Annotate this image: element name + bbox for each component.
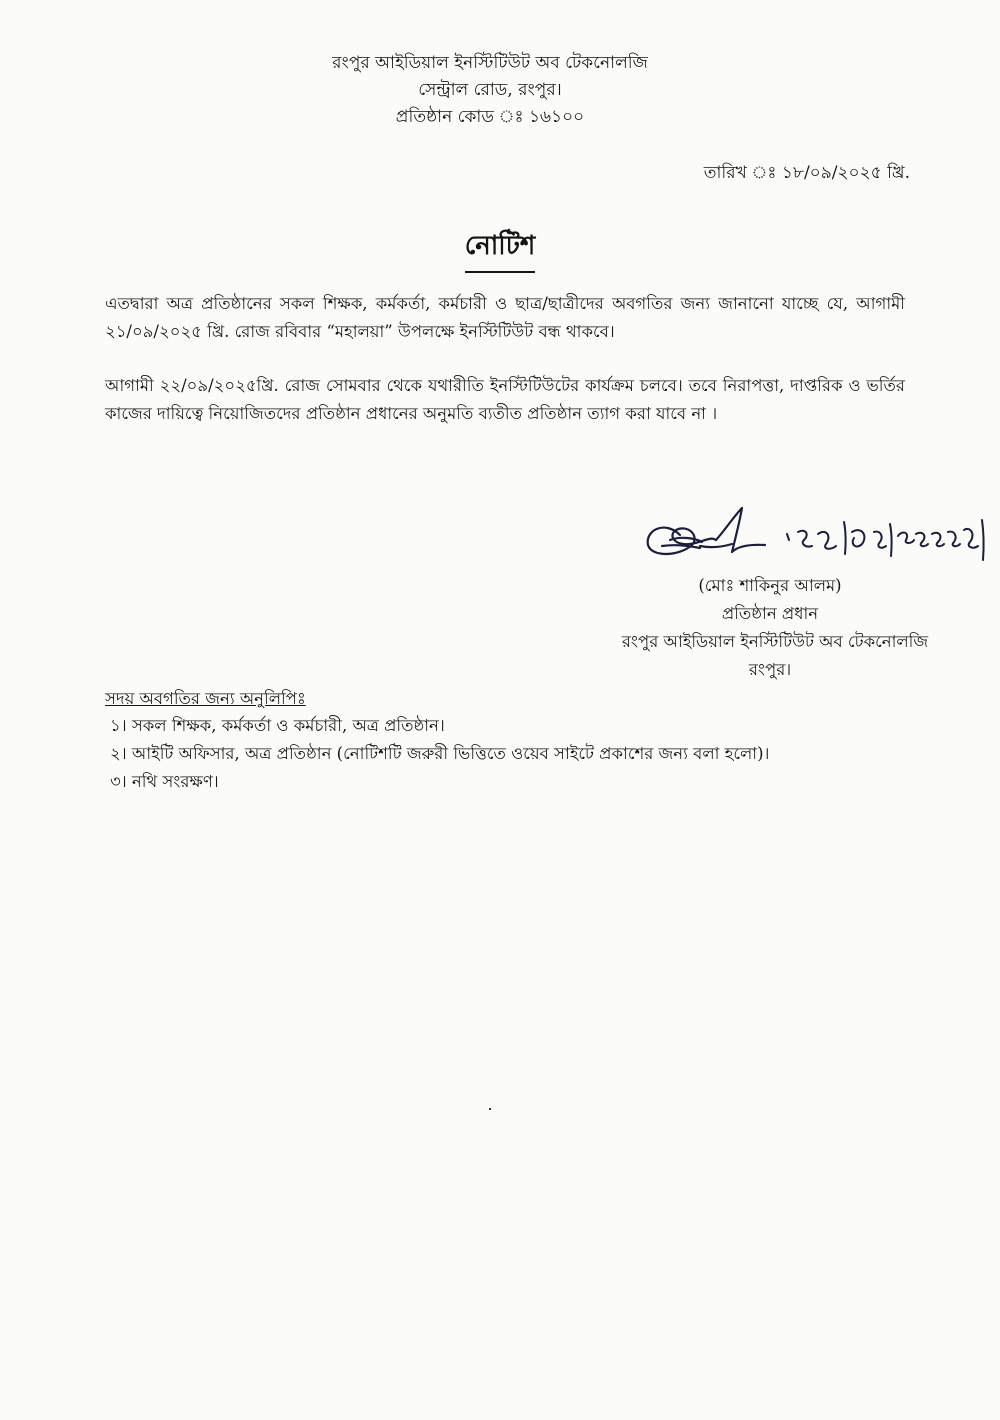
speck-mark (489, 1108, 491, 1110)
copies-list (110, 712, 970, 796)
list-item: ১। সকল শিক্ষক, কর্মকর্তা ও কর্মচারী, অত্র প্রতিষ্ঠান। (110, 716, 445, 735)
handwritten-signature (640, 500, 1000, 580)
notice-title: নোটিশ (465, 225, 536, 273)
signatory-institute: রংপুর আইডিয়াল ইনস্টিটিউট অব টেকনোলজি (621, 632, 929, 651)
notice-paragraph-1: এতদ্বারা অত্র প্রতিষ্ঠানের সকল শিক্ষক, কর্মকর্তা, কর্মচারী ও ছাত্র/ছাত্রীদের অবগতির জন্য জানানো যাচ্ছে যে, আগামী ২১/০৯/২০২৫ খ্রি. রোজ রবিবার “মহালয়া” উপলক্ষে ইনস্টিটিউট বন্ধ থাকবে। (105, 294, 905, 341)
signatory-designation: প্রতিষ্ঠান প্রধান (721, 604, 819, 623)
signatory-city: রংপুর। (748, 660, 792, 679)
copies-heading: সদয় অবগতির জন্য অনুলিপিঃ (105, 689, 306, 708)
list-item: ৩। নথি সংরক্ষণ। (110, 772, 219, 791)
signatory-name: (মোঃ শাকিনুর আলম) (698, 576, 842, 595)
letterhead (0, 50, 1000, 131)
list-item: ২। আইটি অফিসার, অত্র প্রতিষ্ঠান (নোটিশটি জরুরী ভিত্তিতে ওয়েব সাইটে প্রকাশের জন্য বলা হলো)। (110, 744, 770, 763)
signature-block (540, 572, 1000, 684)
institute-code: প্রতিষ্ঠান কোড ঃ ১৬১০০ (395, 107, 585, 127)
institute-address: সেন্ট্রাল রোড, রংপুর। (418, 80, 562, 100)
notice-title-wrap (0, 225, 1000, 273)
notice-paragraph-2: আগামী ২২/০৯/২০২৫খ্রি. রোজ সোমবার থেকে যথারীতি ইনস্টিটিউটের কার্যক্রম চলবে। তবে নিরাপত্তা, দাপ্তরিক ও ভর্তির কাজের দায়িত্বে নিয়োজিতদের প্রতিষ্ঠান প্রধানের অনুমতি ব্যতীত প্রতিষ্ঠান ত্যাগ করা যাবে না । (105, 376, 905, 423)
notice-date: তারিখ ঃ ১৮/০৯/২০২৫ খ্রি. (703, 163, 910, 183)
institute-name: রংপুর আইডিয়াল ইনস্টিটিউট অব টেকনোলজি (332, 53, 648, 73)
